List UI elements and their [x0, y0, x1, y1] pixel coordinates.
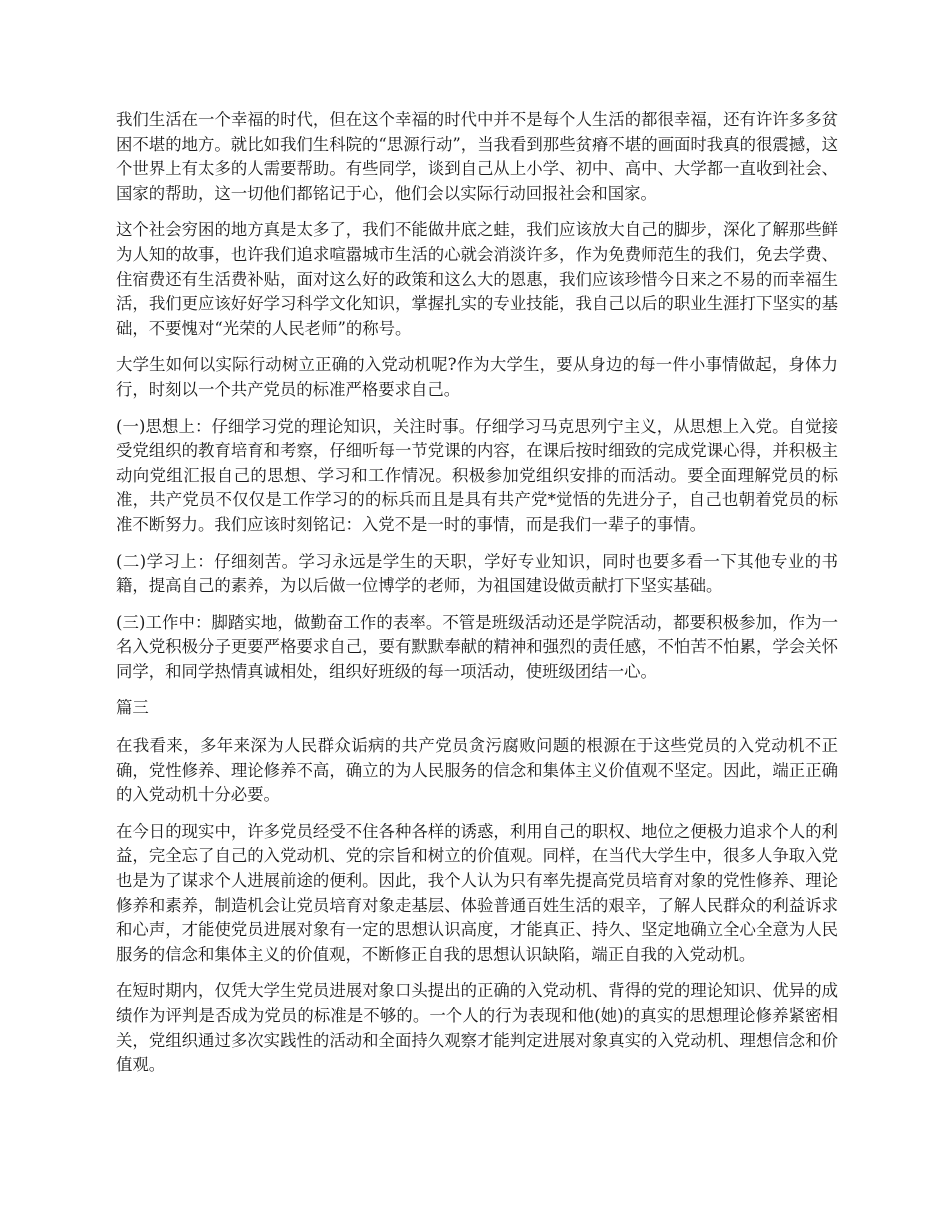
paragraph-1: 我们生活在一个幸福的时代，但在这个幸福的时代中并不是每个人生活的都很幸福，还有许许多多贫困不堪的地方。就比如我们生科院的“思源行动”，当我看到那些贫瘠不堪的画面时我真的很震撼，这个世界上有太多的人需要帮助。有些同学，谈到自己从上小学、初中、高中、大学都一直收到社会、国家的帮助，这一切他们都铭记于心，他们会以实际行动回报社会和国家。	[116, 110, 838, 203]
paragraph-9: 在短时期内，仅凭大学生党员进展对象口头提出的正确的入党动机、背得的党的理论知识、优异的成绩作为评判是否成为党员的标准是不够的。一个人的行为表现和他(她)的真实的思想理论修养紧密相关，党组织通过多次实践性的活动和全面持久观察才能判定进展对象真实的入党动机、理想信念和价值观。	[116, 981, 838, 1075]
paragraph-2: 这个社会穷困的地方真是太多了，我们不能做井底之蛙，我们应该放大自己的脚步，深化了解那些鲜为人知的故事，也许我们追求喧嚣城市生活的心就会消淡许多，作为免费师范生的我们，免去学费、住宿费还有生活费补贴，面对这么好的政策和这么大的恩惠，我们应该珍惜今日来之不易的而幸福生活，我们更应该好好学习科学文化知识，掌握扎实的专业技能，我自己以后的职业生涯打下坚实的基础，不要愧对“光荣的人民老师”的称号。	[116, 220, 838, 338]
paragraph-4: (一)思想上：仔细学习党的理论知识，关注时事。仔细学习马克思列宁主义，从思想上入党。自觉接受党组织的教育培育和考察，仔细听每一节党课的内容，在课后按时细致的完成党课心得，并积极主动向党组汇报自己的思想、学习和工作情况。积极参加党组织安排的而活动。要全面理解党员的标准，共产党员不仅仅是工作学习的的标兵而且是具有共产党*觉悟的先进分子，自己也朝着党员的标准不断努力。我们应该时刻铭记：入党不是一时的事情，而是我们一辈子的事情。	[116, 416, 838, 534]
paragraph-3: 大学生如何以实际行动树立正确的入党动机呢?作为大学生，要从身边的每一件小事情做起，身体力行，时刻以一个共产党员的标准严格要求自己。	[116, 355, 838, 399]
paragraph-8: 在今日的现实中，许多党员经受不住各种各样的诱惑，利用自己的职权、地位之便极力追求个人的利益，完全忘了自己的入党动机、党的宗旨和树立的价值观。同样，在当代大学生中，很多人争取入党也是为了谋求个人进展前途的便利。因此，我个人认为只有率先提高党员培育对象的党性修养、理论修养和素养，制造机会让党员培育对象走基层、体验普通百姓生活的艰辛，了解人民群众的利益诉求和心声，才能使党员进展对象有一定的思想认识高度，才能真正、持久、坚定地确立全心全意为人民服务的信念和集体主义的价值观，不断修正自我的思想认识缺陷，端正自我的入党动机。	[116, 821, 838, 964]
section-heading: 篇三	[116, 698, 149, 718]
paragraph-7: 在我看来，多年来深为人民群众诟病的共产党员贪污腐败问题的根源在于这些党员的入党动机不正确，党性修养、理论修养不高，确立的为人民服务的信念和集体主义价值观不坚定。因此，端正正确的入党动机十分必要。	[116, 736, 838, 805]
paragraph-5: (二)学习上：仔细刻苦。学习永远是学生的天职，学好专业知识，同时也要多看一下其他专业的书籍，提高自己的素养，为以后做一位博学的老师，为祖国建设做贡献打下坚实基础。	[116, 551, 838, 596]
paragraph-6: (三)工作中：脚踏实地，做勤奋工作的表率。不管是班级活动还是学院活动，都要积极参加，作为一名入党积极分子更要严格要求自己，要有默默奉献的精神和强烈的责任感，不怕苦不怕累，学会关怀同学，和同学热情真诚相处，组织好班级的每一项活动，使班级团结一心。	[116, 612, 838, 681]
document-body	[116, 108, 838, 1090]
